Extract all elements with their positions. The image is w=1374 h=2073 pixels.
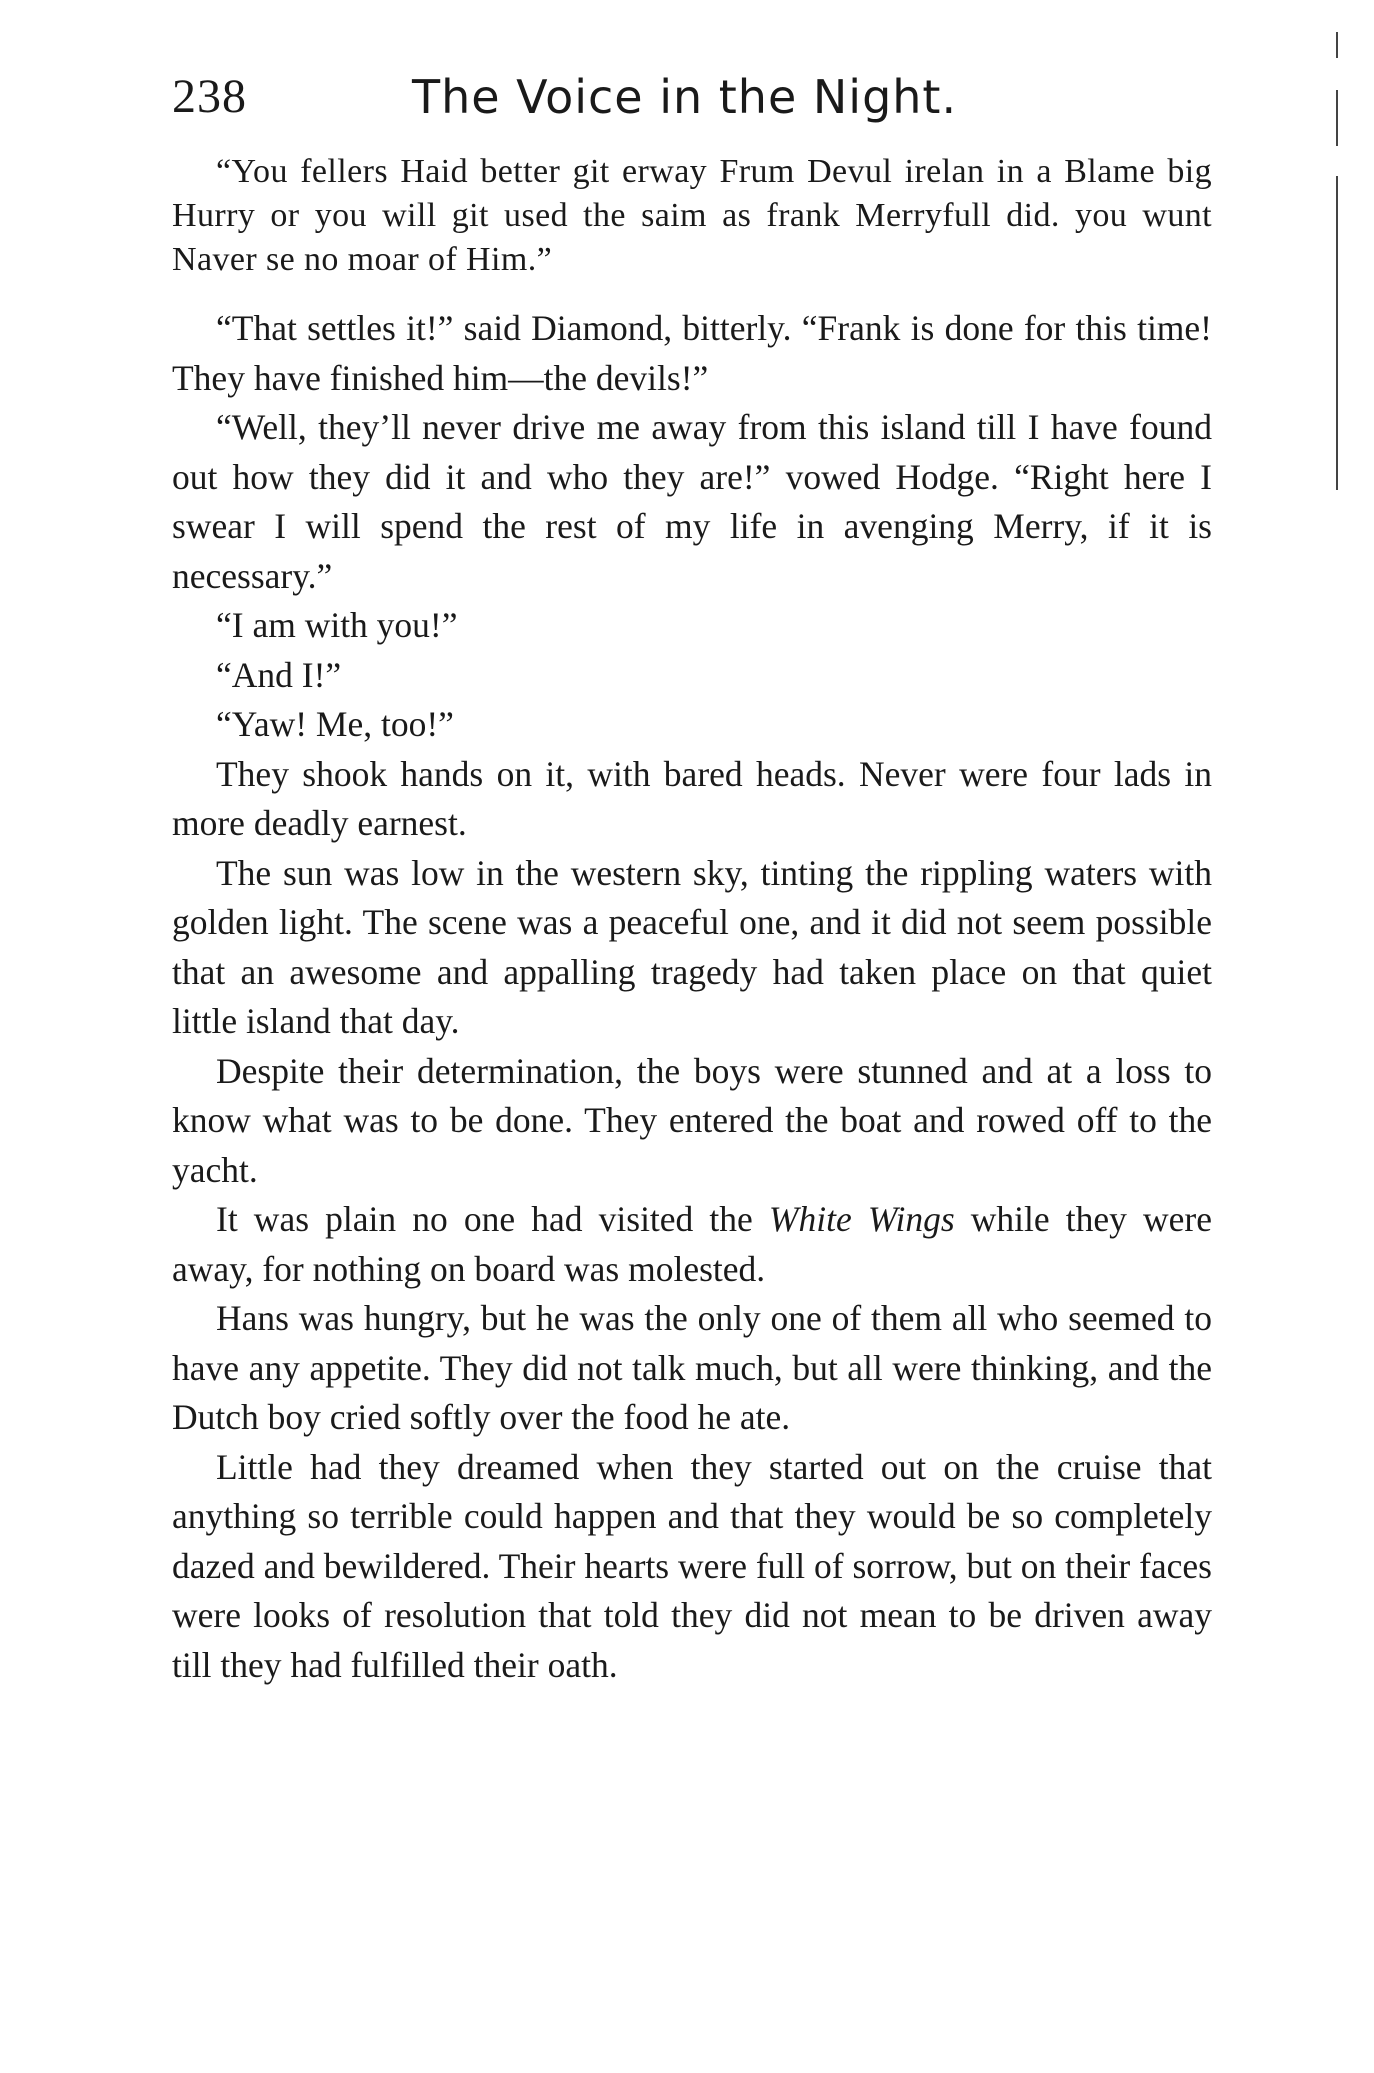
- paragraph: Hans was hungry, but he was the only one of them all who seemed to have any appetite. They did not talk much, but all were thinking, and the Dutch boy cried softly over the food he ate.: [172, 1298, 1212, 1437]
- paragraph: The sun was low in the western sky, tinting the rippling waters with golden light. The scene was a peaceful one, and it did not seem possible that an awesome and appalling tragedy had taken place on that quiet little island that day.: [172, 852, 1212, 1041]
- ship-name: White Wings: [768, 1199, 955, 1239]
- paragraph: Little had they dreamed when they started out on the cruise that anything so terrible could happen and that they would be so completely dazed and bewildered. Their hearts were full of sorrow, but on their faces were looks of resolution that told they did not mean to be driven away till they had fulfilled their oath.: [172, 1446, 1212, 1685]
- margin-rule: [1336, 176, 1338, 490]
- paragraph: “I am with you!”: [216, 605, 458, 645]
- note-paragraph: “You fellers Haid better git erway Frum Devul irelan in a Blame big Hurry or you will git used the saim as frank Merryfull did. you wunt Naver se no moar of Him.”: [172, 153, 1212, 278]
- body-text: [172, 150, 1212, 1690]
- text-run: It was plain no one had visited the: [216, 1199, 769, 1239]
- page-number: 238: [172, 70, 247, 123]
- page-header: [172, 62, 1212, 132]
- margin-rule: [1336, 90, 1338, 146]
- paragraph: “Yaw! Me, too!”: [216, 704, 454, 744]
- text-run: while they were away, for nothing on board was molested.: [172, 1199, 1212, 1289]
- margin-rule: [1336, 32, 1338, 58]
- paragraph: They shook hands on it, with bared heads. Never were four lads in more deadly earnest.: [172, 753, 1212, 843]
- paragraph: “That settles it!” said Diamond, bitterly. “Frank is done for this time! They have finished him—the devils!”: [172, 308, 1212, 398]
- running-title: The Voice in the Night.: [412, 70, 958, 124]
- paragraph: “Well, they’ll never drive me away from this island till I have found out how they did it and who they are!” vowed Hodge. “Right here I swear I will spend the rest of my life in avenging Merry, if it is necessary.”: [172, 407, 1212, 596]
- paragraph: [172, 1195, 1212, 1294]
- paragraph: “And I!”: [216, 654, 342, 695]
- paragraph: Despite their determination, the boys were stunned and at a loss to know what was to be done. They entered the boat and rowed off to the yacht.: [172, 1050, 1212, 1190]
